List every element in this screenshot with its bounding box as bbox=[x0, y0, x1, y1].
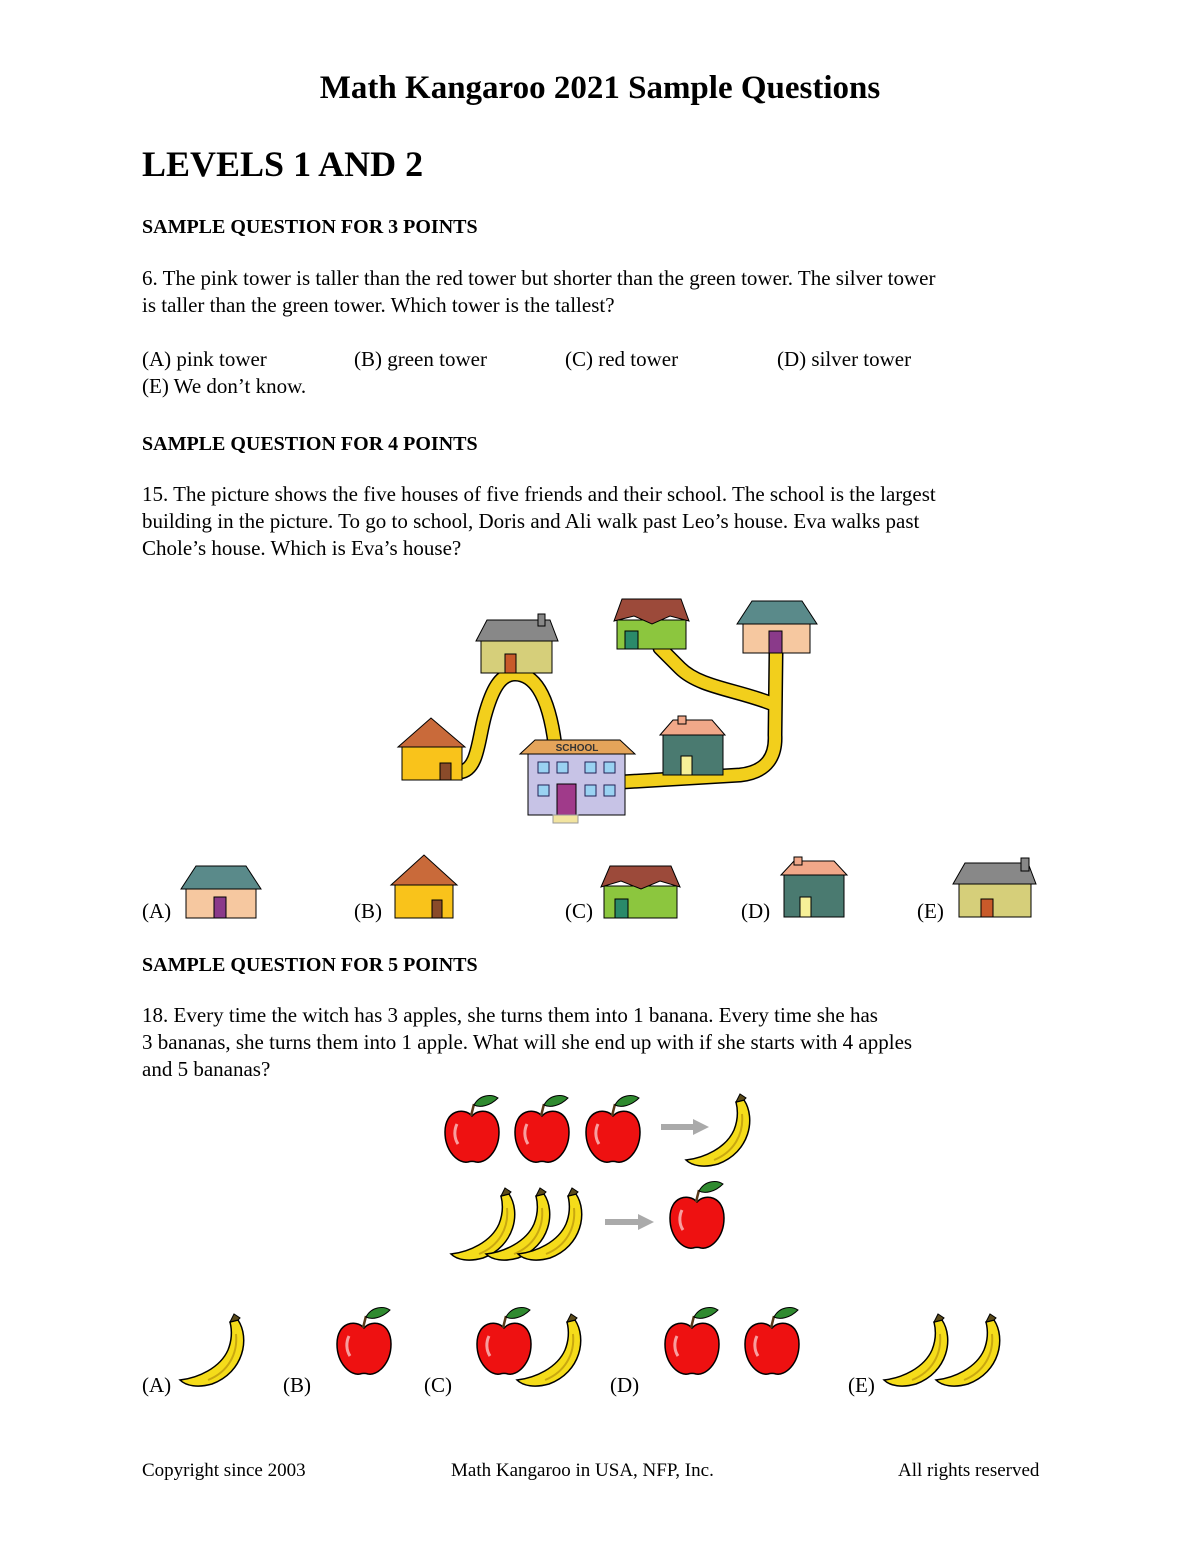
school-building bbox=[520, 740, 635, 823]
question-18-label-b: (B) bbox=[283, 1373, 311, 1397]
question-15-text bbox=[142, 481, 1062, 562]
option-d-teal-house bbox=[780, 855, 848, 921]
rule-result-apple bbox=[670, 1182, 724, 1249]
question-15-label-e: (E) bbox=[917, 899, 944, 923]
section-3-points: SAMPLE QUESTION FOR 3 POINTS bbox=[142, 216, 478, 238]
question-6-option-d: (D) silver tower bbox=[777, 347, 912, 371]
option-c-green-house bbox=[600, 864, 682, 922]
question-15-label-c: (C) bbox=[565, 899, 593, 923]
rule-apple-2 bbox=[515, 1096, 569, 1163]
question-18-label-e: (E) bbox=[848, 1373, 875, 1397]
question-6-option-a: (A) pink tower bbox=[142, 347, 267, 371]
question-15-label-b: (B) bbox=[354, 899, 382, 923]
house-green bbox=[614, 599, 689, 649]
footer-rights: All rights reserved bbox=[898, 1460, 1040, 1481]
rule-apple-3 bbox=[586, 1096, 640, 1163]
houses-map-figure bbox=[390, 590, 830, 830]
levels-heading: LEVELS 1 AND 2 bbox=[142, 144, 424, 184]
option-e-two-bananas bbox=[878, 1310, 1013, 1392]
page-title: Math Kangaroo 2021 Sample Questions bbox=[319, 70, 881, 106]
question-6-text bbox=[142, 265, 1062, 319]
option-a-one-banana bbox=[175, 1310, 255, 1390]
question-18-label-a: (A) bbox=[142, 1373, 172, 1397]
option-b-one-apple bbox=[330, 1300, 400, 1380]
footer-copyright: Copyright since 2003 bbox=[142, 1460, 306, 1481]
question-18-label-d: (D) bbox=[610, 1373, 640, 1397]
question-6-line-2: is taller than the green tower. Which tower is the tallest? bbox=[142, 293, 615, 317]
section-4-points: SAMPLE QUESTION FOR 4 POINTS bbox=[142, 433, 478, 455]
question-6-option-b: (B) green tower bbox=[354, 347, 487, 371]
rule-apple-1 bbox=[445, 1096, 499, 1163]
question-15-label-d: (D) bbox=[741, 899, 771, 923]
question-18-line-1: 18. Every time the witch has 3 apples, she turns them into 1 banana. Every time she has bbox=[142, 1003, 878, 1027]
question-15-line-3: Chole’s house. Which is Eva’s house? bbox=[142, 536, 462, 560]
question-6-line-1: 6. The pink tower is taller than the red tower but shorter than the green tower. The silver tower bbox=[142, 266, 936, 290]
question-6-option-e: (E) We don’t know. bbox=[142, 374, 307, 398]
option-d-two-apples bbox=[660, 1300, 805, 1380]
question-18-text bbox=[142, 1002, 1062, 1083]
question-15-line-2: building in the picture. To go to school, Doris and Ali walk past Leo’s house. Eva walks past bbox=[142, 509, 920, 533]
house-peach bbox=[737, 601, 817, 653]
rule-arrow-2 bbox=[605, 1214, 654, 1230]
option-e-khaki-house bbox=[950, 855, 1040, 921]
option-c-apple-and-banana bbox=[470, 1300, 595, 1392]
footer-organization: Math Kangaroo in USA, NFP, Inc. bbox=[451, 1460, 714, 1481]
house-orange-roof bbox=[398, 718, 465, 780]
house-teal bbox=[660, 716, 725, 775]
witch-rules-figure bbox=[440, 1088, 770, 1278]
question-15-line-1: 15. The picture shows the five houses of five friends and their school. The school is the largest bbox=[142, 482, 936, 506]
house-khaki bbox=[476, 614, 558, 673]
school-sign: SCHOOL bbox=[555, 743, 599, 754]
option-a-peach-house bbox=[178, 862, 264, 922]
question-18-line-2: 3 bananas, she turns them into 1 apple. What will she end up with if she starts with 4 apples bbox=[142, 1030, 913, 1054]
rule-arrow-1 bbox=[661, 1119, 709, 1135]
question-18-line-3: and 5 bananas? bbox=[142, 1057, 271, 1081]
question-18-label-c: (C) bbox=[424, 1373, 452, 1397]
question-6-option-c: (C) red tower bbox=[565, 347, 679, 371]
section-5-points: SAMPLE QUESTION FOR 5 POINTS bbox=[142, 954, 478, 976]
option-b-orange-house bbox=[389, 852, 459, 922]
question-15-label-a: (A) bbox=[142, 899, 172, 923]
